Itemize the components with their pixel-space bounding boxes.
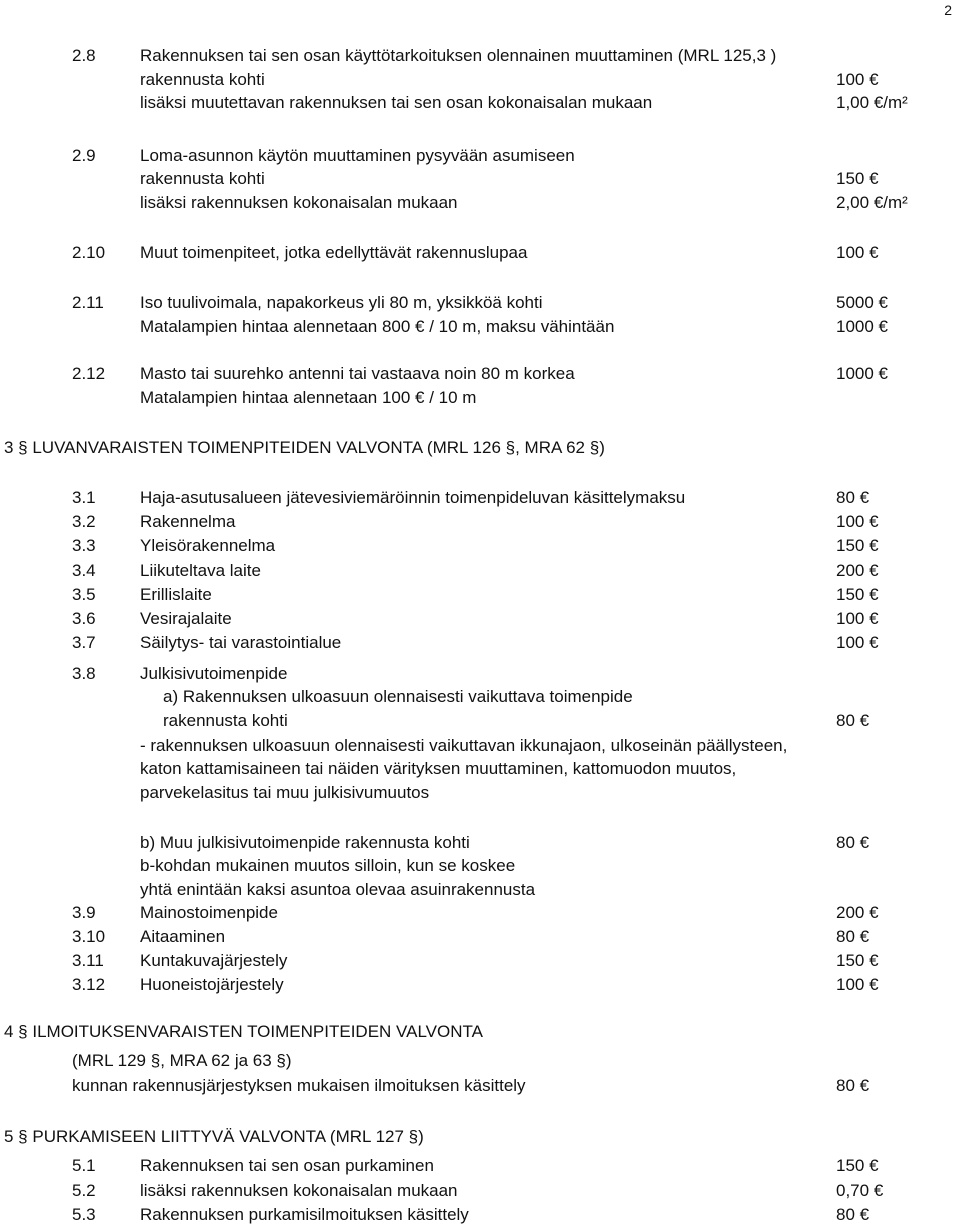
fee-value: 200 € — [836, 903, 879, 923]
item-number: 3.1 — [72, 488, 96, 507]
line-label: yhtä enintään kaksi asuntoa olevaa asuinrakennusta — [140, 880, 536, 899]
page-number: 2 — [944, 2, 952, 18]
line-label: b-kohdan mukainen muutos silloin, kun se koskee — [140, 856, 516, 875]
fee-value: 100 € — [836, 243, 879, 263]
item-number: 3.9 — [72, 903, 96, 922]
fee-value: 1,00 €/m² — [836, 93, 908, 113]
section-title: Julkisivutoimenpide — [140, 664, 288, 683]
section-number: 2.9 — [72, 146, 96, 165]
section-title: Loma-asunnon käytön muuttaminen pysyvään asumiseen — [140, 146, 575, 165]
item-number: 3.10 — [72, 927, 106, 946]
section-number: 2.8 — [72, 46, 96, 65]
fee-value: 80 € — [836, 1205, 869, 1225]
fee-value: 80 € — [836, 833, 869, 853]
item-number: 3.7 — [72, 633, 96, 653]
fee-value: 100 € — [836, 512, 879, 532]
item-number: 3.2 — [72, 512, 96, 532]
section-number: 2.11 — [72, 293, 104, 312]
fee-value: 0,70 € — [836, 1181, 883, 1201]
fee-value: 100 € — [836, 70, 879, 90]
item-label: Erillislaite — [140, 584, 212, 604]
item-number: 3.6 — [72, 609, 96, 628]
fee-value: 100 € — [836, 609, 879, 629]
section-heading: 3 § LUVANVARAISTEN TOIMENPITEIDEN VALVONTA (MRL 126 §, MRA 62 §) — [4, 438, 605, 457]
line-label: parvekelasitus tai muu julkisivumuutos — [140, 783, 430, 802]
line-label: - rakennuksen ulkoasuun olennaisesti vaikuttavan ikkunajaon, ulkoseinän päällysteen, — [140, 736, 788, 755]
item-number: 5.2 — [72, 1180, 96, 1200]
fee-value: 200 € — [836, 561, 879, 581]
item-label: Rakennuksen purkamisilmoituksen käsittely — [140, 1205, 469, 1224]
fee-value: 1000 € — [836, 364, 888, 384]
item-label: Rakennuksen tai sen osan purkaminen — [140, 1156, 434, 1175]
item-number: 3.5 — [72, 584, 96, 604]
section-title: Rakennuksen tai sen osan käyttötarkoituksen olennainen muuttaminen (MRL 125,3 ) — [140, 46, 777, 65]
section-title: Iso tuulivoimala, napakorkeus yli 80 m, yksikköä kohti — [140, 293, 543, 312]
item-label: Aitaaminen — [140, 927, 226, 946]
item-label: Mainostoimenpide — [140, 903, 278, 922]
fee-value: 2,00 €/m² — [836, 193, 908, 213]
item-label: lisäksi rakennuksen kokonaisalan mukaan — [140, 1180, 458, 1200]
fee-value: 80 € — [836, 1076, 869, 1096]
line-label: katon kattamisaineen tai näiden värityksen muuttaminen, kattomuodon muutos, — [140, 759, 737, 778]
item-number: 3.11 — [72, 951, 104, 970]
line-label: kunnan rakennusjärjestyksen mukaisen ilmoituksen käsittely — [72, 1076, 526, 1095]
fee-value: 80 € — [836, 488, 869, 508]
fee-value: 150 € — [836, 169, 879, 189]
section-title: Masto tai suurehko antenni tai vastaava noin 80 m korkea — [140, 364, 575, 383]
fee-value: 100 € — [836, 633, 879, 653]
item-label: Säilytys- tai varastointialue — [140, 633, 342, 653]
section-number: 3.8 — [72, 664, 96, 683]
fee-value: 150 € — [836, 1156, 879, 1176]
fee-value: 80 € — [836, 711, 869, 731]
item-label: Vesirajalaite — [140, 609, 232, 628]
section-heading: 4 § ILMOITUKSENVARAISTEN TOIMENPITEIDEN VALVONTA — [4, 1022, 483, 1041]
fee-value: 150 € — [836, 585, 879, 605]
line-label: Matalampien hintaa alennetaan 100 € / 10 m — [140, 388, 477, 407]
item-label: Rakennelma — [140, 512, 236, 532]
item-label: Huoneistojärjestely — [140, 975, 284, 994]
section-heading: 5 § PURKAMISEEN LIITTYVÄ VALVONTA (MRL 127 §) — [4, 1127, 424, 1146]
fee-value: 1000 € — [836, 317, 888, 337]
section-number: 2.10 — [72, 243, 106, 262]
item-label: Yleisörakennelma — [140, 536, 276, 556]
item-label: Kuntakuvajärjestely — [140, 951, 288, 970]
fee-value: 150 € — [836, 536, 879, 556]
line-label: a) Rakennuksen ulkoasuun olennaisesti vaikuttava toimenpide — [163, 687, 633, 706]
section-subheading: (MRL 129 §, MRA 62 ja 63 §) — [72, 1051, 292, 1070]
line-label: rakennusta kohti — [163, 711, 288, 730]
line-label: rakennusta kohti — [140, 70, 265, 89]
line-label: rakennusta kohti — [140, 169, 265, 188]
section-number: 2.12 — [72, 364, 106, 383]
line-label: b) Muu julkisivutoimenpide rakennusta kohti — [140, 833, 470, 852]
line-label: Matalampien hintaa alennetaan 800 € / 10 m, maksu vähintään — [140, 317, 615, 336]
item-number: 3.12 — [72, 975, 106, 994]
fee-value: 150 € — [836, 951, 879, 971]
item-number: 5.1 — [72, 1156, 96, 1175]
item-number: 5.3 — [72, 1205, 96, 1224]
line-label: lisäksi rakennuksen kokonaisalan mukaan — [140, 193, 458, 212]
item-label: Haja-asutusalueen jätevesiviemäröinnin toimenpideluvan käsittelymaksu — [140, 488, 686, 507]
section-title: Muut toimenpiteet, jotka edellyttävät rakennuslupaa — [140, 243, 528, 262]
item-number: 3.4 — [72, 560, 96, 580]
fee-value: 80 € — [836, 927, 869, 947]
item-label: Liikuteltava laite — [140, 560, 261, 580]
fee-value: 100 € — [836, 975, 879, 995]
fee-value: 5000 € — [836, 293, 888, 313]
line-label: lisäksi muutettavan rakennuksen tai sen osan kokonaisalan mukaan — [140, 93, 653, 112]
item-number: 3.3 — [72, 536, 96, 556]
